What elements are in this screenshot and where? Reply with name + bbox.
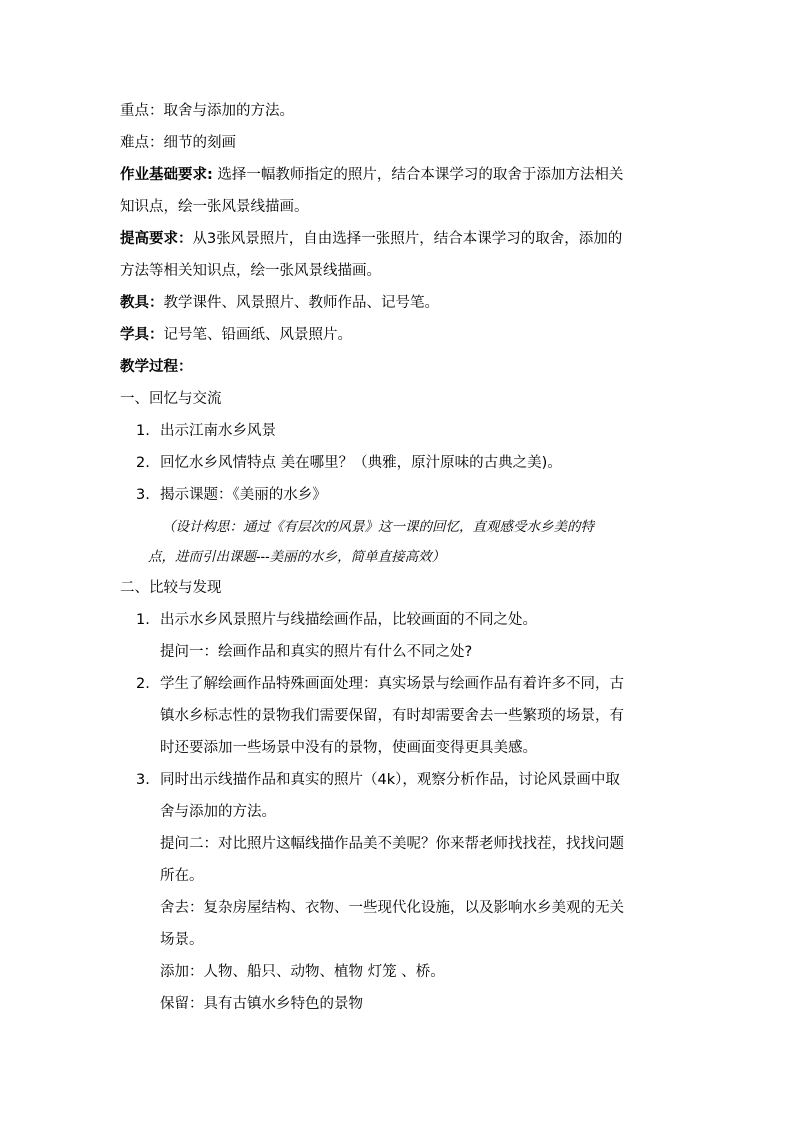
section1-title: 一、回忆与交流 xyxy=(120,391,222,407)
section1-item3-num: 3. xyxy=(136,487,150,503)
key-point-label: 重点： xyxy=(120,103,164,119)
question2-line1: 提问二：对比照片这幅线描作品美不美呢？你来帮老师找找茬，找找问题 xyxy=(160,836,624,852)
student-tools-label: 学具： xyxy=(120,327,164,343)
homework-advanced-line1 xyxy=(120,229,622,249)
difficulty-point xyxy=(120,133,236,153)
section2-title: 二、比较与发现 xyxy=(120,580,222,596)
teaching-tools-text: 教学课件、风景照片、教师作品、记号笔。 xyxy=(163,295,439,311)
student-tools-text: 记号笔、铅画纸、风景照片。 xyxy=(163,327,352,343)
section1-item1-num: 1. xyxy=(136,423,150,439)
teaching-tools xyxy=(120,293,439,313)
section2-item3-num: 3. xyxy=(136,772,150,788)
section2-item2-num: 2. xyxy=(136,676,150,692)
homework-advanced-label: 提高要求： xyxy=(120,231,193,247)
section2-item1-text: 出示水乡风景照片与线描绘画作品，比较画面的不同之处。 xyxy=(160,612,537,628)
section2-item3-line1: 同时出示线描作品和真实的照片（4k），观察分析作品，讨论风景画中取 xyxy=(160,772,620,788)
student-tools xyxy=(120,325,352,345)
key-point-text: 取舍与添加的方法。 xyxy=(163,103,294,119)
design-note-line1: （设计构思：通过《有层次的风景》这一课的回忆，直观感受水乡美的特 xyxy=(162,519,594,535)
homework-basic-label: 作业基础要求: xyxy=(120,167,213,183)
section2-item1-num: 1. xyxy=(136,612,150,628)
homework-basic-text1: 选择一幅教师指定的照片，结合本课学习的取舍于添加方法相关 xyxy=(212,167,624,183)
design-note-line2: 点，进而引出课题---美丽的水乡，简单直接高效） xyxy=(148,549,446,565)
discard-line1: 舍去：复杂房屋结构、衣物、一些现代化设施，以及影响水乡美观的无关 xyxy=(160,900,624,916)
homework-basic-line1 xyxy=(120,165,623,185)
key-point xyxy=(120,101,294,121)
section2-item2-line2: 镇水乡标志性的景物我们需要保留，有时却需要舍去一些繁琐的场景，有 xyxy=(160,708,624,724)
question2-line2: 所在。 xyxy=(160,868,204,884)
section2-item2-line1: 学生了解绘画作品特殊画面处理：真实场景与绘画作品有着许多不同，古 xyxy=(160,676,624,692)
section1-item2-text: 回忆水乡风情特点 美在哪里？（典雅，原汁原味的古典之美)。 xyxy=(160,455,562,471)
discard-line2: 场景。 xyxy=(160,932,204,948)
homework-basic-line2: 知识点，绘一张风景线描画。 xyxy=(120,199,309,215)
homework-advanced-line2: 方法等相关知识点，绘一张风景线描画。 xyxy=(120,263,381,279)
section1-item2-num: 2. xyxy=(136,455,150,471)
difficulty-text: 细节的刻画 xyxy=(163,135,236,151)
difficulty-label: 难点： xyxy=(120,135,164,151)
section1-item1-text: 出示江南水乡风景 xyxy=(160,423,276,439)
question1: 提问一：绘画作品和真实的照片有什么不同之处? xyxy=(160,644,473,660)
section1-item3-text: 揭示课题：《美丽的水乡》 xyxy=(160,487,327,503)
section2-item3-line2: 舍与添加的方法。 xyxy=(160,804,276,820)
keep-line: 保留：具有古镇水乡特色的景物 xyxy=(160,996,363,1012)
process-heading: 教学过程： xyxy=(120,359,193,375)
add-line: 添加：人物、船只、动物、植物 灯笼 、桥。 xyxy=(160,964,445,980)
teaching-tools-label: 教具： xyxy=(120,295,164,311)
section2-item2-line3: 时还要添加一些场景中没有的景物，使画面变得更具美感。 xyxy=(160,740,537,756)
homework-advanced-text1: 从3张风景照片，自由选择一张照片，结合本课学习的取舍，添加的 xyxy=(192,231,623,247)
